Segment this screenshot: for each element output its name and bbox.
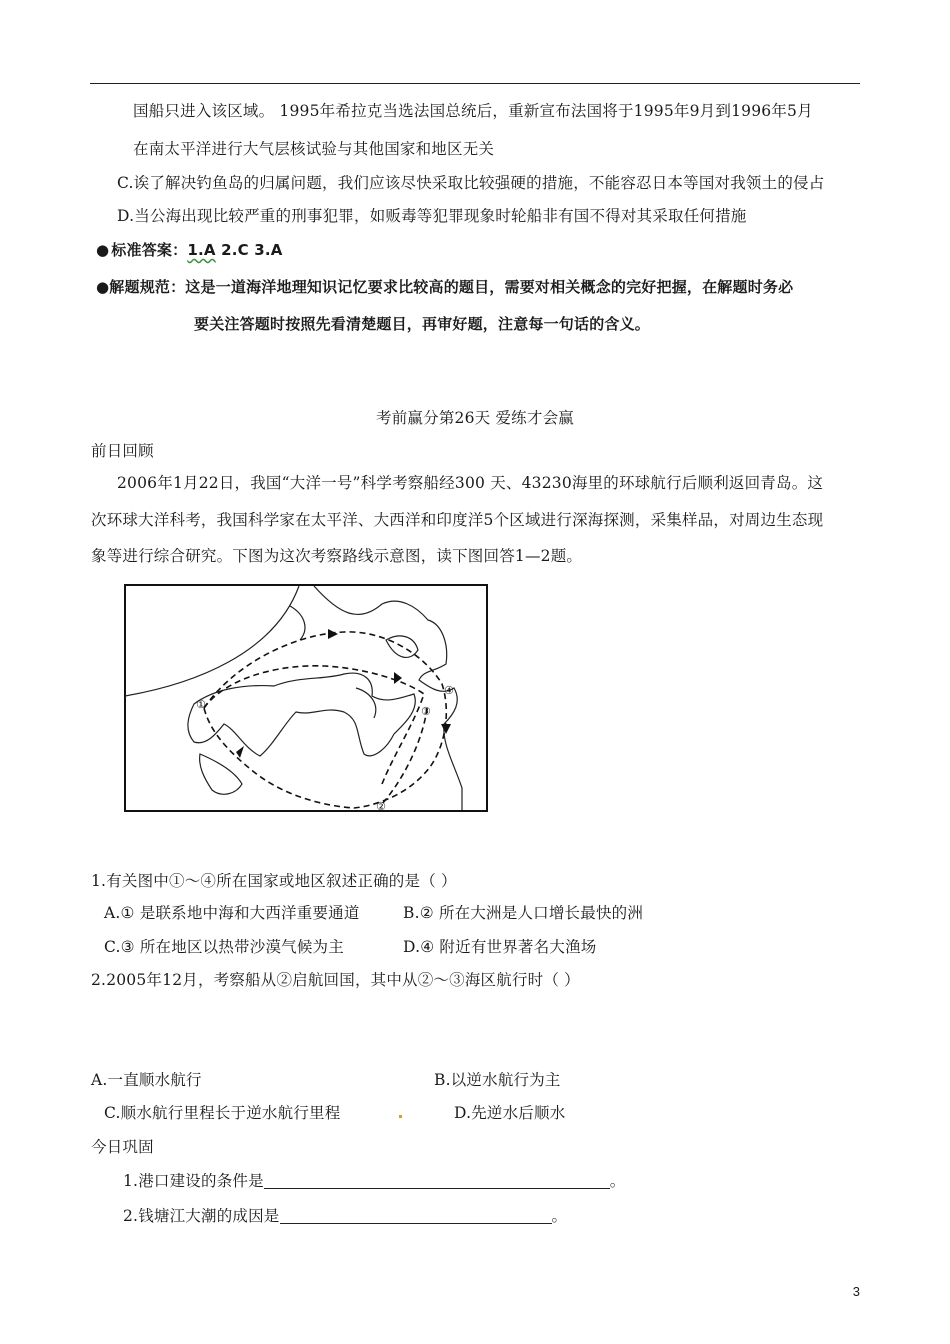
review-heading: 前日回顾 [91,442,154,460]
passage-line: 象等进行综合研究。下图为这次考察路线示意图，读下图回答1—2题。 [91,547,583,565]
q2-stem: 2.2005年12月，考察船从②启航回国，其中从②～③海区航行时（ ） [91,971,580,989]
today-heading: 今日巩固 [91,1138,154,1156]
explain-line2: 要关注答题时按照先看清楚题目，再审好题，注意每一句话的含义。 [194,315,651,333]
marker-2: ② [376,800,386,812]
standard-answer [96,239,283,261]
option-c: C.诶了解决钓鱼岛的归属问题，我们应该尽快采取比较强硬的措施，不能容忍日本等国对我领土的侵占 [117,174,825,192]
map-frame [125,585,487,811]
q1-option-d: D.④ 附近有世界著名大渔场 [403,938,597,956]
marker-4: ④ [444,684,454,697]
fill-question-1 [123,1170,626,1192]
answer-first: 1.A [187,241,216,259]
expedition-route-map [124,584,488,812]
passage-line: 2006年1月22日，我国“大洋一号”科学考察船经300 天、43230海里的环球航行后顺利返回青岛。这 [117,474,824,492]
fill2-label: 2.钱塘江大潮的成因是 [123,1207,280,1225]
header-rule [90,83,860,84]
q1-option-c: C.③ 所在地区以热带沙漠气候为主 [104,938,344,956]
answer-blank[interactable] [264,1172,610,1189]
fill1-end: 。 [609,1172,626,1190]
explanation [96,276,793,298]
q1-option-a: A.① 是联系地中海和大西洋重要通道 [104,904,360,922]
body-text-line: 国船只进入该区域。 1995年希拉克当选法国总统后，重新宣布法国将于1995年9月到1996年5月 [133,102,813,120]
q1-option-b: B.② 所在大洲是人口增长最快的洲 [403,904,644,922]
q2-option-b: B.以逆水航行为主 [434,1071,561,1089]
fill1-label: 1.港口建设的条件是 [123,1172,264,1190]
q2-option-d: D.先逆水后顺水 [454,1104,566,1122]
fill-question-2 [123,1205,567,1227]
q1-stem: 1.有关图中①～④所在国家或地区叙述正确的是（ ） [91,872,457,890]
body-text-line: 在南太平洋进行大气层核试验与其他国家和地区无关 [133,140,495,158]
explain-label: ●解题规范： [96,278,186,296]
answer-rest: 2.C 3.A [215,241,283,259]
stray-mark [399,1115,402,1118]
option-d: D.当公海出现比较严重的刑事犯罪，如贩毒等犯罪现象时轮船非有国不得对其采取任何措施 [117,207,747,225]
fill2-end: 。 [551,1207,568,1225]
passage-line: 次环球大洋科考，我国科学家在太平洋、大西洋和印度洋5个区域进行深海探测，采集样品，对周边生态现 [91,511,824,529]
q2-option-c: C.顺水航行里程长于逆水航行里程 [104,1104,341,1122]
page-number: 3 [852,1284,860,1299]
explain-line1: 这是一道海洋地理知识记忆要求比较高的题目，需要对相关概念的完好把握，在解题时务必 [185,278,794,296]
q2-option-a: A.一直顺水航行 [91,1071,202,1089]
answer-blank[interactable] [280,1207,552,1224]
section-title: 考前赢分第26天 爱练才会赢 [376,409,574,427]
marker-3: ③ [421,705,431,718]
marker-1: ① [196,698,206,711]
bullet-icon: ● [96,241,110,259]
answer-label: 标准答案： [111,241,188,259]
